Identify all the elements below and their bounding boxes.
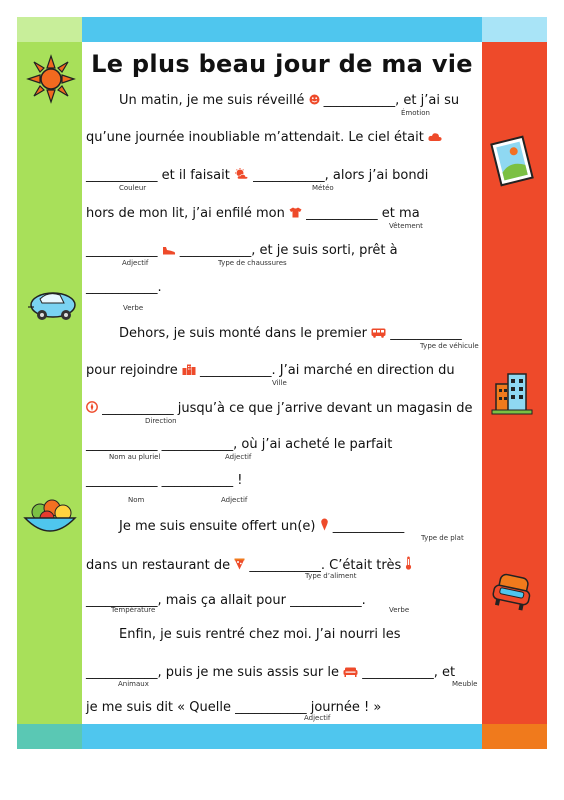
line-text: ___________ ___________ !: [86, 473, 243, 488]
line-text: dans un restaurant de: [86, 558, 231, 573]
caption-chaussures: Type de chaussures: [218, 259, 287, 267]
frame-top-bar: [82, 17, 482, 42]
story-line-7: [119, 326, 462, 341]
caption-meteo: Météo: [312, 184, 334, 192]
frame-top-left-block: [17, 17, 82, 42]
story-line-2: [86, 130, 442, 145]
story-line-12: [119, 518, 404, 534]
story-line-16: [86, 665, 455, 680]
sun-cloud-icon: [234, 168, 249, 180]
car-icon: [28, 287, 78, 321]
cloud-icon: [428, 132, 442, 142]
story-line-9: [86, 401, 472, 416]
line-text: ___________. C’était très: [249, 558, 402, 573]
story-line-5: [86, 243, 398, 258]
tshirt-icon: [289, 207, 302, 218]
line-text: hors de mon lit, j’ai enfilé mon: [86, 206, 285, 221]
ice-cream-icon: [320, 518, 329, 531]
caption-nom-pluriel: Nom au pluriel: [109, 453, 161, 461]
line-text: ___________: [390, 326, 462, 341]
line-text: pour rejoindre: [86, 363, 178, 378]
line-text: ___________, et je suis sorti, prêt à: [179, 243, 398, 258]
caption-adjectif-4: Adjectif: [304, 714, 331, 722]
line-text: ___________ et il faisait: [86, 168, 230, 183]
line-text: je me suis dit « Quelle ___________ journée ! »: [86, 700, 382, 715]
line-text: ___________ ___________, où j’ai acheté le parfait: [86, 437, 393, 452]
caption-emotion: Émotion: [401, 109, 430, 117]
line-text: ___________: [332, 519, 405, 534]
buildings-icon: [182, 364, 196, 375]
line-text: ___________, et j’ai su: [323, 93, 460, 108]
line-text: ___________ jusqu’à ce que j’arrive devant un magasin de: [102, 401, 473, 416]
story-line-6: [86, 280, 162, 295]
story-line-10: [86, 437, 392, 452]
pizza-icon: [234, 558, 245, 570]
caption-vehicule: Type de véhicule: [420, 342, 479, 350]
line-text: qu’une journée inoubliable m’attendait. Le ciel était: [86, 130, 424, 145]
frame-left-bar: [17, 42, 82, 724]
compass-icon: [86, 401, 98, 413]
story-line-11: [86, 473, 242, 488]
caption-ville: Ville: [272, 379, 287, 387]
line-text: Enfin, je suis rentré chez moi. J’ai nourri les: [119, 627, 401, 642]
caption-adjectif-1: Adjectif: [122, 259, 149, 267]
line-text: Un matin, je me suis réveillé: [119, 93, 305, 108]
line-text: ___________, et: [362, 665, 456, 680]
picture-frame-icon: [488, 134, 536, 188]
page-title: Le plus beau jour de ma vie: [91, 50, 473, 78]
caption-verbe-1: Verbe: [123, 304, 144, 312]
line-text: Je me suis ensuite offert un(e): [119, 519, 316, 534]
story-line-3: [86, 168, 428, 183]
line-text: ___________. J’ai marché en direction du: [200, 363, 455, 378]
frame-bottom-left-block: [17, 724, 82, 749]
frame-top-right-block: [482, 17, 547, 42]
caption-meuble: Meuble: [452, 680, 478, 688]
armchair-icon: [490, 572, 534, 612]
bus-icon: [371, 328, 386, 338]
story-line-1: [119, 93, 459, 108]
smiley-icon: [309, 94, 320, 105]
story-line-8: [86, 363, 455, 378]
line-text: ___________.: [86, 280, 162, 295]
line-text: ___________, alors j’ai bondi: [253, 168, 429, 183]
story-line-15: [119, 627, 401, 642]
caption-vetement: Vêtement: [389, 222, 423, 230]
caption-animaux: Animaux: [118, 680, 149, 688]
shoe-icon: [162, 246, 176, 255]
line-text: ___________, puis je me suis assis sur le: [86, 665, 339, 680]
salad-bowl-icon: [22, 494, 78, 538]
caption-adjectif-3: Adjectif: [221, 496, 248, 504]
caption-adjectif-2: Adjectif: [225, 453, 252, 461]
caption-nom: Nom: [128, 496, 145, 504]
story-line-13: [86, 556, 412, 573]
sun-icon: [26, 54, 76, 104]
caption-direction: Direction: [145, 417, 177, 425]
frame-bottom-right-block: [482, 724, 547, 749]
caption-verbe-2: Verbe: [389, 606, 410, 614]
caption-couleur: Couleur: [119, 184, 147, 192]
line-text: ___________: [86, 243, 158, 258]
sofa-icon: [343, 667, 358, 677]
line-text: ___________, mais ça allait pour ___________.: [86, 593, 366, 608]
line-text: ___________ et ma: [306, 206, 420, 221]
city-building-icon: [490, 370, 536, 416]
caption-plat: Type de plat: [421, 534, 464, 542]
frame-bottom-bar: [82, 724, 482, 749]
thermometer-icon: [405, 556, 412, 570]
line-text: Dehors, je suis monté dans le premier: [119, 326, 367, 341]
story-line-4: [86, 206, 420, 221]
caption-aliment: Type d’aliment: [305, 572, 357, 580]
caption-temperature: Température: [111, 606, 156, 614]
story-line-17: [86, 700, 381, 715]
